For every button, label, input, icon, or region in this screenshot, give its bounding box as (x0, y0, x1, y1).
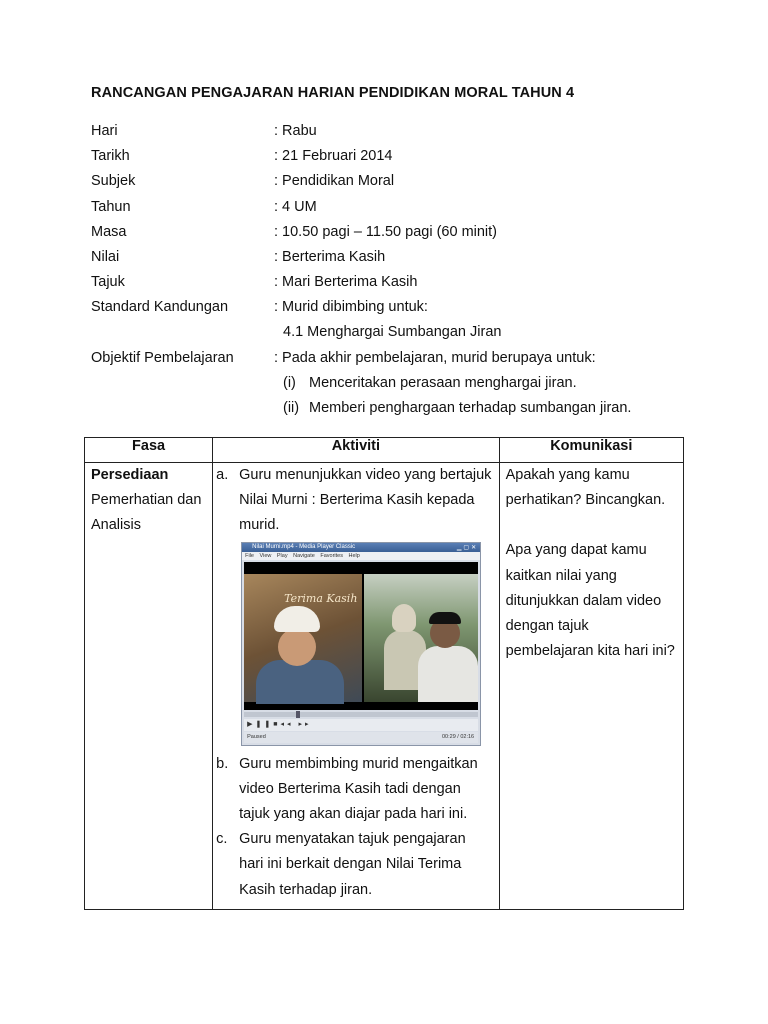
objective-number: (i) (283, 375, 296, 391)
player-window-title: Nilai Murni.mp4 - Media Player Classic (252, 543, 356, 550)
video-figure (278, 628, 316, 666)
activity-text: Guru membimbing murid mengaitkan video Berterima Kasih tadi dengan tajuk yang akan diajar pada hari ini. (239, 755, 478, 823)
phase-cell (85, 463, 213, 910)
activity-cell (213, 463, 499, 910)
column-header-komunikasi: Komunikasi (499, 438, 683, 463)
player-menu-item: Play (276, 552, 288, 559)
info-row-nilai (91, 245, 711, 269)
play-icon: ▶ (247, 720, 256, 728)
player-menu-item: Navigate (293, 552, 315, 559)
activity-text: Guru menyatakan tajuk pengajaran hari ini berkait dengan Nilai Terima Kasih terhadap jiran. (239, 831, 466, 898)
objective-text: Memberi penghargaan terhadap sumbangan jiran. (309, 400, 632, 416)
phase-subtitle: Pemerhatian dan Analisis (91, 492, 202, 534)
activity-marker: b. (216, 755, 229, 772)
info-label: Nilai (91, 249, 120, 265)
objective-item (283, 396, 631, 420)
player-status: Paused (247, 733, 266, 740)
info-row-tarikh (91, 144, 711, 168)
column-header-fasa: Fasa (85, 438, 213, 463)
phase-title: Persediaan (91, 467, 169, 483)
info-value: : Berterima Kasih (274, 249, 386, 265)
activity-item (216, 827, 492, 903)
video-figure (429, 612, 461, 624)
info-row-hari (91, 119, 711, 143)
objective-item (283, 371, 577, 395)
video-figure (392, 604, 416, 632)
objective-number: (ii) (283, 400, 300, 416)
video-figure (418, 646, 478, 702)
video-frame (244, 562, 478, 710)
activity-marker: a. (216, 467, 229, 483)
info-value: : 4 UM (274, 199, 317, 215)
communication-cell (499, 463, 683, 910)
activity-text: Guru menunjukkan video yang bertajuk Nilai Murni : Berterima Kasih kepada murid. (239, 467, 492, 534)
stop-icon: ■ (273, 720, 281, 728)
table-header-row (85, 438, 684, 463)
info-value: : Rabu (274, 123, 317, 139)
lesson-table (84, 437, 684, 910)
seek-knob (296, 711, 300, 718)
player-menu-item: Help (348, 552, 360, 559)
player-menu-item: File (245, 552, 254, 559)
player-title-bar (242, 543, 480, 552)
video-scene-right (364, 574, 478, 702)
info-label: Tarikh (91, 148, 130, 164)
video-figure (256, 660, 344, 704)
info-row-standard-kandungan (91, 295, 711, 319)
window-buttons-icon: ▁▢✕ (456, 544, 479, 551)
objective-text: Menceritakan perasaan menghargai jiran. (309, 375, 577, 391)
info-label: Subjek (91, 173, 136, 189)
info-label: Masa (91, 224, 127, 240)
activity-marker: c. (216, 831, 228, 848)
player-menu-item: View (259, 552, 272, 559)
skip-icons: ◂◂ ▸▸ (280, 720, 312, 728)
activity-item (216, 752, 492, 828)
player-menu-item: Favorites (320, 552, 343, 559)
info-value: : Pendidikan Moral (274, 173, 395, 189)
activity-item (216, 463, 492, 539)
info-row-subjek (91, 169, 711, 193)
pause-icon: ❚❚ (255, 720, 274, 728)
standard-item: 4.1 Menghargai Sumbangan Jiran (283, 324, 502, 340)
video-scene-left (244, 574, 362, 702)
seek-bar (244, 712, 478, 717)
activity-list (216, 752, 492, 903)
video-overlay-text: Terima Kasih (284, 591, 358, 605)
info-value: : Mari Berterima Kasih (274, 274, 418, 290)
document-title: RANCANGAN PENGAJARAN HARIAN PENDIDIKAN MORAL TAHUN 4 (91, 85, 575, 101)
info-label: Tajuk (91, 274, 125, 290)
video-figure (274, 606, 320, 632)
info-row-masa (91, 220, 711, 244)
info-label: Hari (91, 123, 118, 139)
video-player-screenshot (241, 542, 481, 746)
info-label: Tahun (91, 199, 131, 215)
info-value: : Pada akhir pembelajaran, murid berupaya untuk: (274, 350, 596, 366)
info-value: : Murid dibimbing untuk: (274, 299, 428, 315)
activity-list (216, 463, 492, 539)
info-row-tahun (91, 195, 711, 219)
table-row (85, 463, 684, 910)
info-row-tajuk (91, 270, 711, 294)
info-row-objektif (91, 346, 711, 370)
player-time: 00:29 / 02:16 (442, 733, 475, 740)
player-menu-bar (242, 552, 480, 560)
communication-text: Apa yang dapat kamu kaitkan nilai yang ditunjukkan dalam video dengan tajuk pembelajaran kita hari ini? (505, 542, 675, 660)
info-value: : 21 Februari 2014 (274, 148, 393, 164)
column-header-aktiviti: Aktiviti (213, 438, 499, 463)
info-label: Objektif Pembelajaran (91, 350, 234, 366)
communication-text: Apakah yang kamu perhatikan? Bincangkan. (505, 467, 666, 509)
info-value: : 10.50 pagi – 11.50 pagi (60 minit) (274, 224, 498, 240)
info-label: Standard Kandungan (91, 299, 229, 315)
player-controls (244, 719, 478, 731)
player-status-bar (244, 732, 478, 743)
